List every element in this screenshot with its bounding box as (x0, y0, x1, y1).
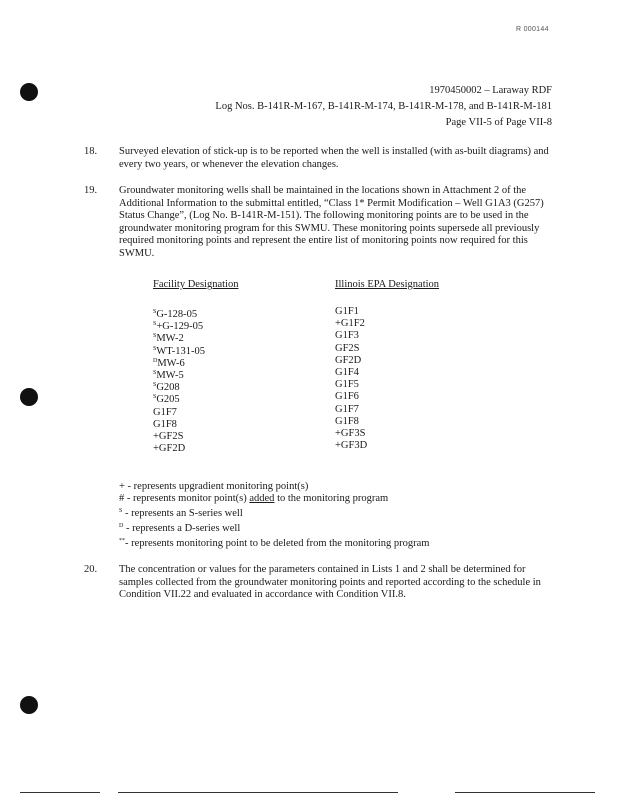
table-cell-epa: G1F4 (335, 366, 359, 378)
monitoring-table-epa-column (335, 306, 367, 452)
item-20-text: The concentration or values for the parameters contained in Lists 1 and 2 shall be determined for samples collected from the groundwater monitoring points and reported according to the schedule in Condition VII.22 and evaluated in accordance with Condition VII.8. (119, 564, 541, 600)
table-row: $^S$+G-129-05 (153, 321, 204, 333)
table-cell-epa: +GF3D (335, 440, 368, 452)
table-cell-epa: G1F8 (335, 415, 359, 427)
table-row: $^D$MW-6 (153, 357, 185, 369)
item-20-number: 20. (84, 564, 98, 575)
bottom-rule-left (20, 792, 100, 793)
table-header-facility: Facility Designation (153, 279, 239, 290)
punch-hole-top (20, 83, 38, 101)
table-header-epa: Illinois EPA Designation (335, 279, 440, 290)
bottom-rule-middle (118, 792, 398, 793)
table-row: +GF2D (153, 443, 186, 455)
legend-d-series: $^D$ - represents a D-series well (119, 523, 241, 534)
table-row: $^S$WT-131-05 (153, 345, 205, 357)
legend-s-series: $^S$ - represents an S-series well (119, 508, 243, 519)
header-log-numbers: Log Nos. B-141R-M-167, B-141R-M-174, B-141R-M-178, and B-141R-M-181 (215, 101, 552, 112)
document-stamp: R 000144 (516, 26, 549, 33)
table-row: G1F7 (153, 406, 177, 418)
header-page-number: Page VII-5 of Page VII-8 (445, 117, 552, 128)
table-row: $^S$MW-2 (153, 333, 184, 345)
table-legend (119, 481, 429, 550)
legend-upgradient: + - represents upgradient monitoring point(s) (119, 481, 309, 492)
legend-deleted: **- represents monitoring point to be deleted from the monitoring program (119, 538, 430, 549)
item-18-number: 18. (84, 146, 98, 157)
table-cell-epa: +G1F2 (335, 318, 365, 330)
table-cell-epa: GF2D (335, 354, 362, 366)
item-19-number: 19. (84, 185, 98, 196)
table-cell-epa: G1F5 (335, 379, 359, 391)
table-cell-epa: +GF3S (335, 427, 366, 439)
table-row: $^S$MW-5 (153, 369, 184, 381)
item-19-text: Groundwater monitoring wells shall be maintained in the locations shown in Attachment 2 of the Additional Information to the submittal entitled, “Class 1* Permit Modification – Well G1A3 (G257) Status Change”, (Log No. B-141R-M-151). The following monitoring points are to be used in the groundwater monitoring program for this SWMU. These monitoring points supersede all previously required monitoring points and represent the entire list of monitoring points now required for this SWMU. (119, 185, 544, 259)
header-permit-id: 1970450002 – Laraway RDF (429, 85, 552, 96)
table-row: $^S$G208 (153, 382, 180, 394)
table-row: G1F8 (153, 418, 177, 430)
table-cell-epa: G1F7 (335, 403, 359, 415)
table-cell-epa: G1F1 (335, 306, 359, 317)
legend-added: # - represents monitor point(s) added to the monitoring program (119, 493, 389, 504)
bottom-rule-right (455, 792, 595, 793)
table-row: $^S$G-128-05 (153, 309, 198, 320)
punch-hole-bottom (20, 696, 38, 714)
table-cell-epa: G1F6 (335, 391, 359, 403)
monitoring-table-body (153, 306, 205, 455)
table-cell-epa: GF2S (335, 342, 360, 354)
table-row: +GF2S (153, 430, 184, 442)
item-18-text: Surveyed elevation of stick-up is to be reported when the well is installed (with as-built diagrams) and every two years, or whenever the elevation changes. (119, 146, 549, 170)
punch-hole-middle (20, 388, 38, 406)
table-row: $^S$G205 (153, 394, 180, 406)
table-cell-epa: G1F3 (335, 330, 359, 342)
